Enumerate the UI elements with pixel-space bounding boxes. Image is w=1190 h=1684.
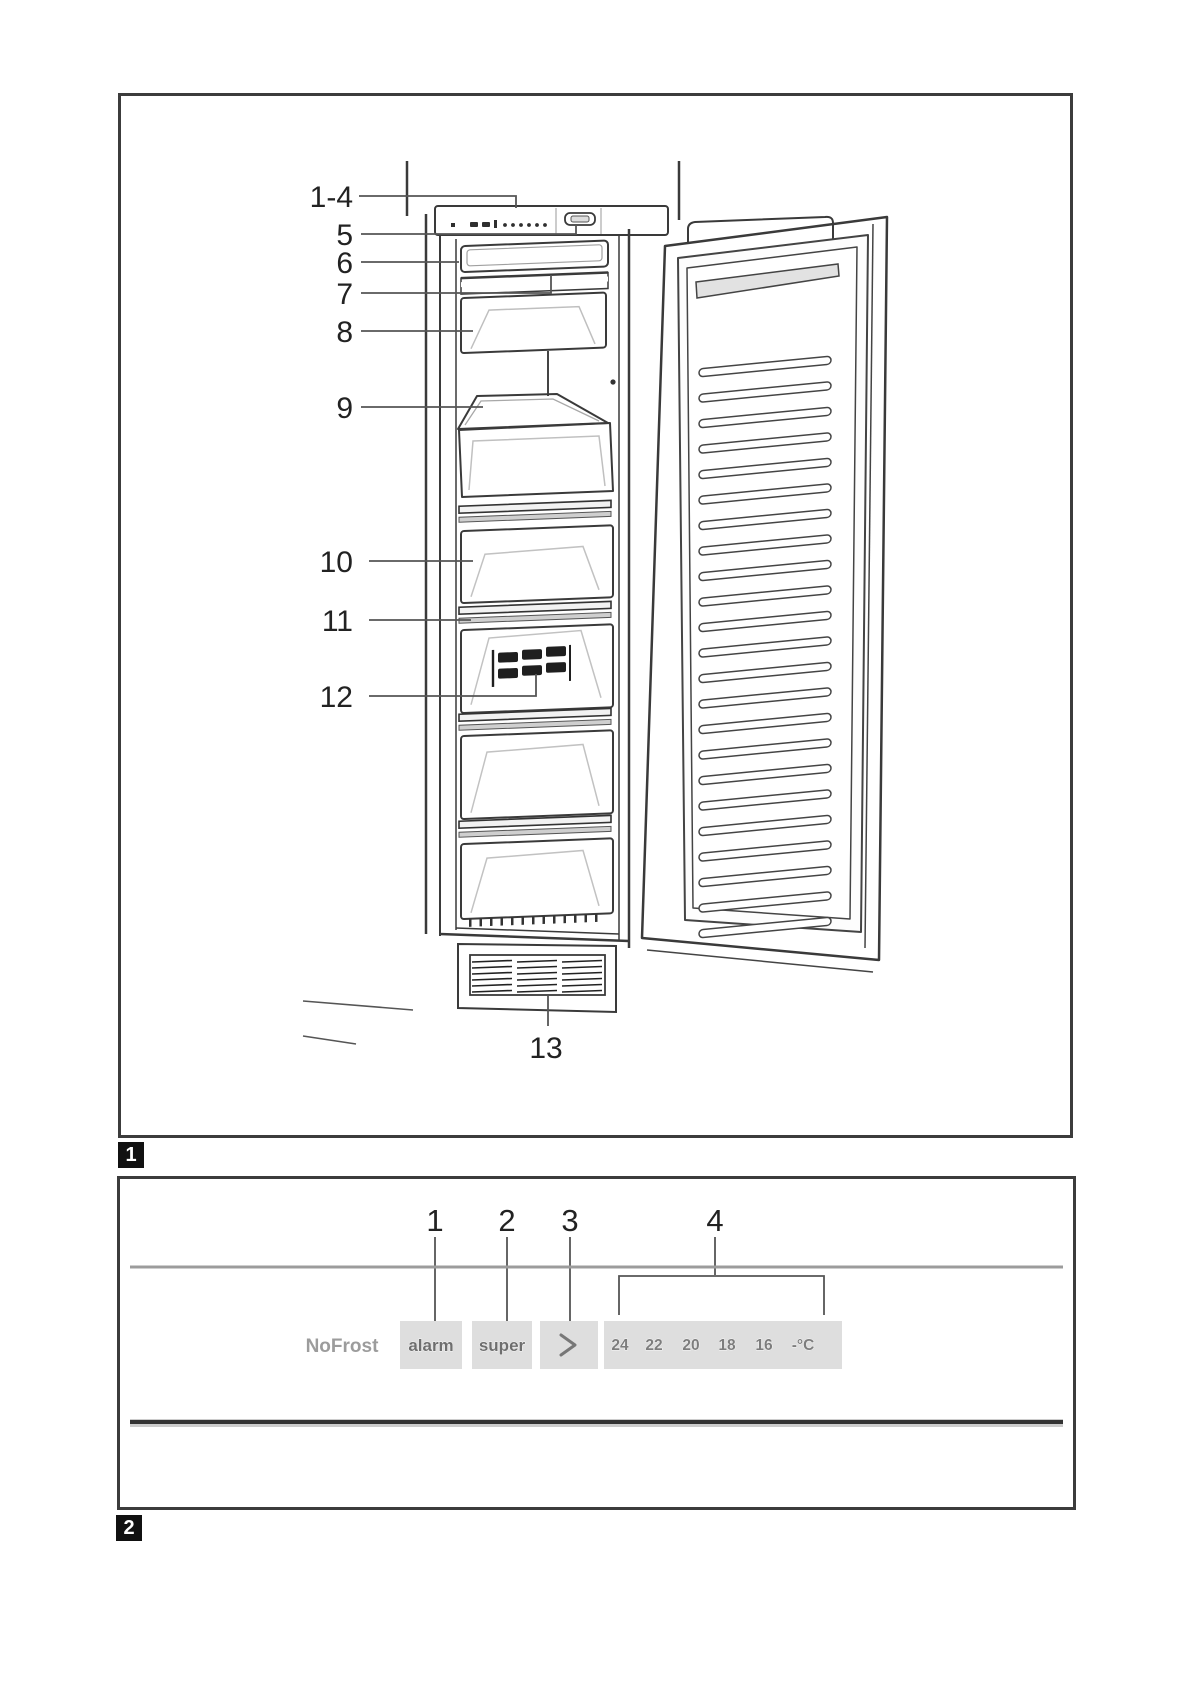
panel-button bbox=[482, 222, 490, 227]
drawer-bottom-panel bbox=[471, 850, 599, 913]
food-symbol bbox=[522, 665, 542, 676]
temperature-select-button bbox=[540, 1321, 598, 1369]
panel-led bbox=[535, 223, 539, 227]
door-bottom-edge bbox=[647, 950, 873, 972]
cabinet-bottom-inner bbox=[456, 928, 619, 934]
callout-symbols: 12 bbox=[319, 681, 353, 714]
callout-alarm: 1 bbox=[426, 1203, 444, 1238]
cabinet-bottom-outer bbox=[440, 934, 629, 941]
control-panel-drawing bbox=[120, 1179, 1073, 1507]
callout-switch: 5 bbox=[336, 219, 353, 252]
figure-1-freezer-diagram bbox=[118, 93, 1073, 1138]
temp-20: 20 bbox=[682, 1337, 700, 1354]
food-symbol bbox=[546, 646, 566, 657]
rail bbox=[459, 500, 611, 513]
callout-flap: 6 bbox=[336, 247, 353, 280]
figure-2-control-panel-diagram bbox=[117, 1176, 1076, 1510]
figure-2-number-badge: 2 bbox=[116, 1515, 142, 1541]
drawer-8-panel bbox=[471, 306, 595, 349]
rail bbox=[459, 815, 611, 828]
panel-mark bbox=[451, 223, 455, 227]
figure-1-number-badge: 1 bbox=[118, 1142, 144, 1168]
frozen-food-symbols bbox=[493, 645, 570, 687]
top-flap-inner bbox=[467, 245, 602, 266]
temp-unit: -°C bbox=[791, 1337, 815, 1354]
super-button-label: super bbox=[478, 1336, 526, 1355]
panel-led bbox=[511, 223, 515, 227]
callout-vent: 13 bbox=[529, 1032, 563, 1065]
drawer-10-panel bbox=[471, 546, 599, 597]
panel-led bbox=[519, 223, 523, 227]
callout-tray-9: 9 bbox=[336, 392, 353, 425]
food-symbol bbox=[546, 662, 566, 673]
vent-louvres bbox=[472, 961, 602, 993]
temp-16: 16 bbox=[755, 1337, 773, 1354]
alarm-button-label: alarm bbox=[408, 1336, 454, 1355]
callout-temperature: 4 bbox=[706, 1203, 724, 1238]
floor-line bbox=[303, 1001, 413, 1010]
tray-9-rim bbox=[465, 399, 599, 425]
temp-24: 24 bbox=[611, 1337, 629, 1354]
callout-drawer-10: 10 bbox=[319, 546, 353, 579]
panel-mark bbox=[494, 220, 497, 228]
tray-9-front bbox=[459, 423, 613, 497]
temperature-bracket bbox=[619, 1276, 824, 1315]
panel-led bbox=[543, 223, 547, 227]
panel-led bbox=[527, 223, 531, 227]
drawer-lower-panel bbox=[471, 744, 599, 813]
callout-controls: 1-4 bbox=[309, 181, 353, 214]
food-symbol bbox=[498, 668, 518, 679]
temp-22: 22 bbox=[645, 1337, 663, 1354]
tray-9-panel bbox=[469, 436, 605, 490]
drawer-stack bbox=[459, 240, 613, 923]
callout-selector: 3 bbox=[561, 1203, 579, 1238]
callout-super: 2 bbox=[498, 1203, 516, 1238]
callout-shelf: 7 bbox=[336, 278, 353, 311]
light-switch-button bbox=[571, 216, 589, 222]
control-panel-strip bbox=[435, 206, 668, 235]
back-wall-screw bbox=[610, 379, 615, 384]
panel-button bbox=[470, 222, 478, 227]
food-symbol bbox=[522, 649, 542, 660]
temp-18: 18 bbox=[718, 1337, 736, 1354]
food-symbol bbox=[498, 652, 518, 663]
drawer-bottom bbox=[461, 838, 613, 919]
floor-line bbox=[303, 1036, 356, 1044]
callout-drawer-11: 11 bbox=[321, 605, 353, 638]
panel-led bbox=[503, 223, 507, 227]
freezer-door bbox=[642, 217, 887, 972]
shelf-edge bbox=[461, 272, 608, 278]
callout-drawer-8: 8 bbox=[336, 316, 353, 349]
door-handle-recess bbox=[688, 217, 833, 242]
nofrost-label: NoFrost bbox=[305, 1336, 379, 1357]
freezer-line-drawing bbox=[121, 96, 1070, 1135]
